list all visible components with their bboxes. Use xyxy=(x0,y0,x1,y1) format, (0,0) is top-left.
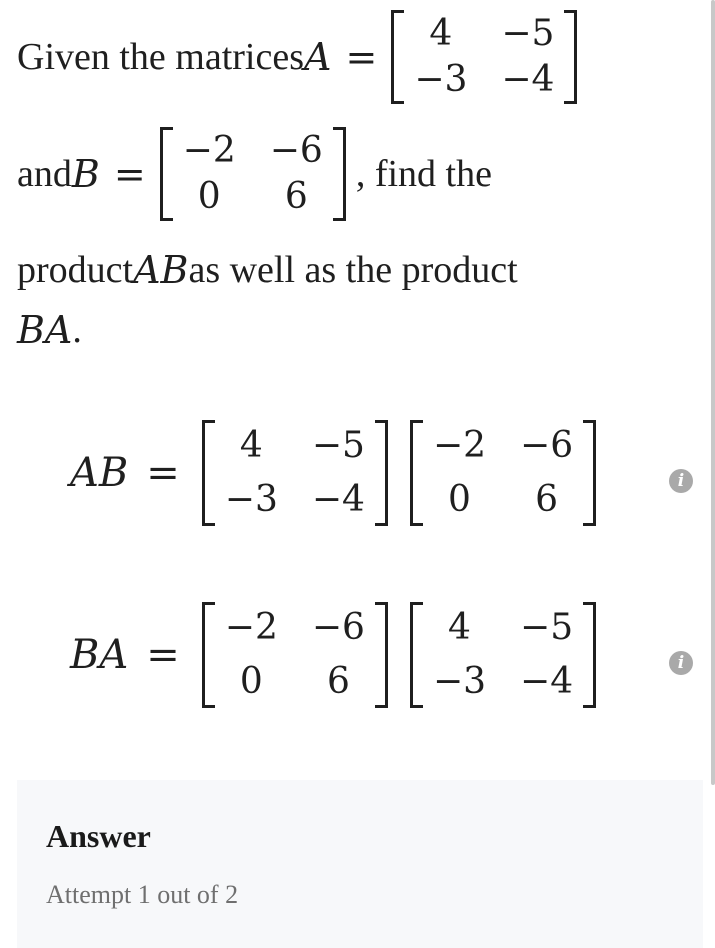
matrix-b xyxy=(202,602,388,708)
equation-label: AB xyxy=(70,450,129,496)
left-bracket xyxy=(202,602,215,708)
right-bracket xyxy=(375,602,388,708)
right-bracket xyxy=(583,602,596,708)
right-bracket xyxy=(583,420,596,526)
matrix-cell: −3 xyxy=(224,479,278,520)
prompt-line-4 xyxy=(17,310,82,350)
matrix-cell: −5 xyxy=(501,13,555,54)
prompt-line-1 xyxy=(17,10,577,104)
product-ba: BA xyxy=(17,308,73,352)
equals-sign: = xyxy=(146,632,180,678)
matrix-b xyxy=(160,127,346,221)
matrix-cell: 4 xyxy=(429,13,453,54)
left-bracket xyxy=(160,127,173,221)
matrix-cell: −4 xyxy=(501,59,555,100)
right-bracket xyxy=(375,420,388,526)
matrix-cell: 4 xyxy=(448,607,471,648)
matrix-cell: 0 xyxy=(197,176,221,217)
prompt-text: and xyxy=(17,153,72,195)
prompt-text: as well as the product xyxy=(188,249,518,291)
matrix-cell: −6 xyxy=(311,607,365,648)
matrix-cell: −4 xyxy=(311,479,365,520)
matrix-cell: −4 xyxy=(520,661,574,702)
right-bracket xyxy=(564,10,577,104)
matrix-cell: 6 xyxy=(326,661,350,702)
variable-a: A xyxy=(304,35,332,79)
equation-label: BA xyxy=(70,632,129,678)
scrollbar[interactable] xyxy=(711,0,715,785)
equals-sign: = xyxy=(113,152,146,196)
left-bracket xyxy=(202,420,215,526)
answer-heading: Answer xyxy=(46,818,151,854)
equation-ba xyxy=(70,602,596,708)
equals-sign: = xyxy=(146,450,180,496)
matrix-cell: −6 xyxy=(520,425,574,466)
left-bracket xyxy=(410,602,423,708)
variable-b: B xyxy=(71,152,100,196)
matrix-a xyxy=(391,10,577,104)
prompt-text: product xyxy=(17,249,134,291)
matrix-cell: −3 xyxy=(432,661,487,702)
matrix-a xyxy=(410,602,596,708)
right-bracket xyxy=(333,127,346,221)
prompt-line-3 xyxy=(17,250,518,290)
matrix-cell: −2 xyxy=(432,425,487,466)
matrix-cell: −5 xyxy=(520,607,574,648)
matrix-a xyxy=(202,420,388,526)
left-bracket xyxy=(391,10,404,104)
equals-sign: = xyxy=(345,35,378,79)
matrix-cell: −6 xyxy=(269,130,323,171)
attempt-counter: Attempt 1 out of 2 xyxy=(46,880,239,909)
matrix-cell: 6 xyxy=(535,479,559,520)
matrix-cell: −3 xyxy=(414,59,468,100)
matrix-cell: 0 xyxy=(239,661,263,702)
prompt-text: Given the matrices xyxy=(17,36,305,78)
info-icon[interactable]: i xyxy=(669,651,693,675)
info-icon[interactable]: i xyxy=(669,469,693,493)
matrix-cell: 0 xyxy=(448,479,471,520)
matrix-cell: −2 xyxy=(224,607,278,648)
matrix-cell: −5 xyxy=(311,425,365,466)
prompt-line-2 xyxy=(17,127,492,221)
prompt-text: . xyxy=(72,309,82,351)
matrix-cell: 4 xyxy=(239,425,263,466)
product-ab: AB xyxy=(133,248,189,292)
equation-ab xyxy=(70,420,596,526)
matrix-cell: −2 xyxy=(182,130,236,171)
matrix-b xyxy=(410,420,596,526)
matrix-cell: 6 xyxy=(284,176,308,217)
prompt-text: , find the xyxy=(355,153,492,195)
answer-panel xyxy=(17,780,703,948)
left-bracket xyxy=(410,420,423,526)
